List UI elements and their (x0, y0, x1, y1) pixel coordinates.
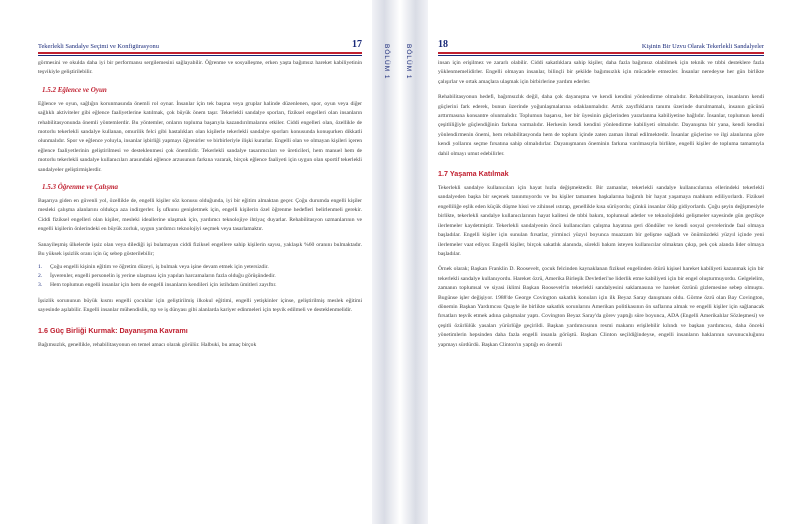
section-1-6-body: Bağımsızlık, genellikle, rehabilitasyonun en temel amacı olarak görülür. Halbuki, bu amaç birçok (38, 341, 257, 348)
spine-chapter-label-left: BÖLÜM 1 (383, 44, 390, 80)
section-1-7-heading: 1.7 Yaşama Katılmak (438, 169, 509, 179)
spine-chapter-label-right: BÖLÜM 1 (405, 44, 412, 80)
section-1-6-heading: 1.6 Güç Birliği Kurmak: Dayanışma Kavramı (38, 325, 188, 335)
left-page (0, 0, 372, 524)
section-1-5-2-heading: 1.5.2 Eğlence ve Oyun (42, 85, 107, 94)
right-running-header (438, 36, 764, 50)
right-paragraph-1: insan için erişilmez ve zararlı olabilir. Ciddi sakatlıklara sahip kişiler, daha fazla bağımsız olabilmek için teknik ve tıbbi desteklere fazla yüklenmemelidirler. Engelli olmayan insanlar, bilinçli bir şekilde bağımsızlık için mücadele etmezler. İnsanlar neredeyse her gün birlikte çalışırlar ve ortak amaçlara ulaşmak için birbirlerine yardım ederler. (438, 60, 764, 85)
intro-paragraph: görmesini ve okulda daha iyi bir performansı sergilemesini sağlayabilir. Öğrenme ve sosyalleşme, erken yaşta bağımsız hareket kabiliyetinin teşvikiyle geliştirilebilir. (38, 60, 362, 76)
list-item: 1. Çoğu engelli kişinin eğitim ve öğretim düzeyi, iş bulmak veya işine devam etmek için yetersizdir. (38, 263, 269, 270)
right-paragraph-2: Rehabilitasyonun hedefi, bağımsızlık değil, daha çok dayanışma ve kendi kendini yönlendirme olmalıdır. Rehabilitasyon, insanların kendi güçlerini fark ederek, bunun üzerinde yoğunlaşmalarına odaklanmalıdır. Artık zayıflıkların tanımı üzerinde durulmamalı, insanın gücünü arttırmasına konsantre olunmalıdır. Toplumun başarısı, her bir üyesinin güçlerinden yararlanma kabiliyetine bağlıdır. İnsanlar, toplumun kendi çeşitliliğiyle güçlendiğinin farkına varmalıdır. Herkesin kendi kendini yönlendirme kabiliyeti olmalıdır. Dayanışma bir yana, kendi kendini yönlendirmenin önemi, hem rehabilitasyonda hem de toplum içinde zaten zaman ihmal edilmektedir. İnsanlar güçlerine ve ilgi alanlarına göre kendi yollarını seçme fırsatına sahip olmalıdırlar. Dayanışmanın öneminin farkına varılmasıyla birlikte, engelli kişiler de topluma tamamıyla dahil olmayı umut edebilirler. (438, 94, 764, 157)
right-header-rule (438, 52, 764, 54)
list-item: 2. İşverenler, engelli personelin iş yerine ulaşması için yapılan harcamaların fazla olduğu görüşündedir. (38, 272, 276, 279)
right-paragraph-3: Tekerlekli sandalye kullanıcıları için hayat hızla değişmektedir. Bir zamanlar, tekerlekli sandalye kullanıcılarına ellerindeki tekerlekli sandalyeden başka bir seçenek tanınmıyordu ve bu kişiler tamamen başkalarına bağımlı bir hayat yaşamaya mahkum ediliyorlardı. Fiziksel engelliliğe eşlik eden küçük düşme hissi ve zihinsel ıstırap, genellikle kısa sürüyordu; çünkü insanlar ölüp gidiyorlardı. Çoğu şeyin değişmesiyle birlikte, tekerlekli sandalye kullanıcılarının hayat kalitesi de tıbbi bakım, toplumsal adetler ve teknolojideki gelişmeler sayesinde gün geçtikçe ilerlemeler kaydetmiştir. Tekerlekli sandalyenin öncü kullanıcıları çalışma hayatına geri döndüler ve kendi sosyal çevrelerinde faal olmaya başladılar. Engelli kişiler için sunulan fırsatlar, yirminci yüzyıl boyunca muazzam bir gelişme sağladı ve önümüzdeki yüzyıl içinde yeni ilerlemeler vaat ediyor. Engelli kişiler, birçok sakatlık alanında, sürekli bakım isteyen kullanıcılar olmaktan çıkıp, pek çok alanda lider olmaya başladılar. (438, 185, 764, 257)
book-spine (372, 0, 428, 524)
reasons-list (38, 263, 362, 291)
right-header-title: Kişinin Bir Uzvu Olarak Tekerlekli Sandalyeler (641, 43, 764, 50)
stat-paragraph: Sanayileşmiş ülkelerde işsiz olan veya dilediği işi bulamayan ciddi fiziksel engellere sahip kişilerin sayısı, yaklaşık %60 oranını bulmaktadır. Bu yüksek işsizlik oranı için üç sebep gösterilebilir; (38, 241, 362, 258)
right-page-number: 18 (438, 39, 448, 50)
section-1-5-2-body: Eğlence ve oyun, sağlığın korunmasında önemli rol oynar. İnsanlar için tek başına veya gruplar halinde düzenlenen, spor, oyun veya diğer sağlıklı aktiviteler gibi eğlence faaliyetlerine katılmak, çok büyük önem taşır. Tekerlekli sandalye sporları, fiziksel engelleri olan insanların rehabilitasyonunda önemli yöntemlerdir. Bu yöntemler, onların topluma başarıyla kazandırılmalarını etkiler. Ciddi engelleri olan, özellikle de motorlu tekerlekli sandalye kullanan, omurilik felci gibi hastalıkları olan kişilerle tekerlekli sandalye sporları konusunda konuşurken dikkatli olunmalıdır. Spor ve eğlence yoluyla, insanlar işbirliği yapmayı öğrenirler ve birbirleriyle ilişki kurarlar. Engelli olan ve olmayan kişileri içeren eğlence faaliyetlerinin geliştirilmesi ve desteklenmesi çok önemlidir. Tekerlekli sandalye tasarımcıları ve üreticileri, hem manuel hem de motorlu tekerlekli sandalye kullanıcıları arasındaki eğlence arzusunun farkına vararak, birçok eğlence faaliyeti için uygun olan sportif tekerlekli sandalyeler geliştirmişlerdir. (38, 100, 362, 173)
left-header-rule (38, 52, 362, 54)
right-paragraph-4: Örnek olarak; Başkan Franklin D. Roosevelt, çocuk felcinden kaynaklanan fiziksel engelinden ötürü kişisel hareket kabiliyeti kazanmak için bir tekerlekli sandalye kullanıyordu. Hareket özrü, Amerika Birleşik Devletleri'ne liderlik etme kabiliyeti için bir engel oluşturmuyordu. Gelgelelim, zamanın toplumsal ve siyasi iklimi Başkan Roosevelt'in tekerlekli sandalyesini saklamasına ve hareket özrünü gizlemesine sebep olmuştu. Bugünse işler değişiyor. 1988'de George Covington sakatlık konuları için ilk Beyaz Saray danışmanı oldu. Görme özrü olan Bay Covington, dönemin Başkan Yardımcısı Quayle ile birlikte sakatlık sorunlarını Amerikan politikasının ön saflarına almak ve engelli kişiler için sağlanacak fırsatları teşvik etmek adına çalışmalar yaptı. Covington Beyaz Saray'da görev yaptığı süre boyunca, ADA (Engelli Amerikalılar Sözleşmesi) ve çeşitli özürlülük yasaları yürürlüğe geçirildi. Başkan yardımcısının resmi makamı erişilebilir kılındı ve başkan yardımcısı, daha önceki yönetimlerin hepsinden daha fazla engelli insanla görüştü. Başkan Clinton seçildiğindeyse, engelli insanların haklarının savunuculuğunu yapmayı sürdürdü. Başkan Clinton'ın yaptığı en önemli (438, 266, 764, 348)
left-running-header (38, 36, 362, 50)
left-header-title: Tekerlekli Sandalye Seçimi ve Konfigürasyonu (38, 43, 159, 50)
closing-paragraph: İşsizlik sorununun büyük kısmı engelli çocuklar için geliştirilmiş ilkokul eğitimi, engelli yetişkinler içinse, geliştirilmiş meslek eğitimi sayesinde aşılabilir. Engelli insanlar mühendislik, tıp ve iş dünyası gibi alanlarda kariyer edinmeleri için teşvik edilmeli ve desteklenmelidir. (38, 297, 362, 314)
right-page (428, 0, 800, 524)
section-1-5-3-body: Başarıya giden en güvenli yol, özellikle de, engelli kişiler söz konusu olduğunda, iyi bir eğitim almaktan geçer. Çoğu durumda engelli kişiler mesleki çalışma alanlarını oldukça aza indirgerler. İş ufkunu genişletmek için, engelli kişilerin özel öğrenme hedefleri belirlenmeli gerekir. Ciddi fiziksel engelleri olan kişiler, mesleki ideallerine ulaşmak için, yardımcı teknolojiye ihtiyaç duyarlar. Rehabilitasyon uzmanlarının ve engelli kişilerin önlerindeki en büyük zorluk, uygun yardımcı teknolojiyi seçmek veya tasarlamaktır. (38, 198, 362, 233)
left-page-number: 17 (352, 39, 362, 50)
section-1-5-3-heading: 1.5.3 Öğrenme ve Çalışma (42, 183, 119, 192)
list-item: 3. Hem toplumun engelli insanlar için hem de engelli insanların kendileri için istihdam ümitleri zayıftır. (38, 282, 277, 289)
